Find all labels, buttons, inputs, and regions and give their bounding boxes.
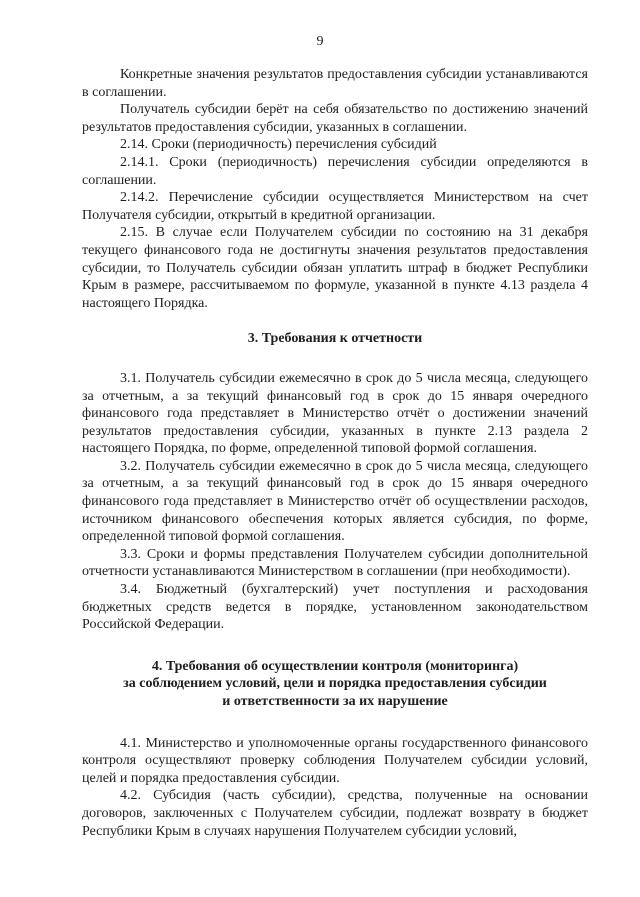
paragraph: Получатель субсидии берёт на себя обязательство по достижению значений результатов предоставления субсидии, указанных в соглашении. — [82, 102, 588, 135]
document-body — [82, 66, 588, 840]
section-3-heading: 3. Требования к отчетности — [247, 331, 423, 347]
paragraph: 3.2. Получатель субсидии ежемесячно в срок до 5 числа месяца, следующего за отчетным, а за текущий финансовый год в срок до 15 января очередного финансового года представляет в Министерство отчёт об осуществлении расходов, источником финансового обеспечения которых является субсидия, по форме, определенной типовой формой соглашения. — [82, 458, 588, 545]
paragraph: 4.2. Субсидия (часть субсидии), средства, полученные на основании договоров, заключенных с Получателем субсидии, подлежат возврату в бюджет Республики Крым в случаях нарушения Получателем субсидии условий, — [82, 788, 588, 839]
section-4-heading-line: и ответственности за их нарушение — [222, 694, 448, 709]
paragraph: 2.14.2. Перечисление субсидии осуществляется Министерством на счет Получателя субсидии, открытый в кредитной организации. — [82, 190, 588, 223]
paragraph: 3.3. Сроки и формы представления Получателем субсидии дополнительной отчетности устанавливаются Министерством в соглашении (при необходимости). — [82, 546, 588, 580]
section-4-heading-line: 4. Требования об осуществлении контроля (мониторинга) — [151, 658, 519, 674]
section-4-heading — [82, 658, 588, 711]
paragraph: 4.1. Министерство и уполномоченные органы государственного финансового контроля осуществляют проверку соблюдения Получателем субсидии условий, целей и порядка предоставления субсидии. — [82, 735, 588, 786]
paragraph: 2.14.1. Сроки (периодичность) перечисления субсидии определяются в соглашении. — [82, 154, 588, 188]
paragraph: Конкретные значения результатов предоставления субсидии устанавливаются в соглашении. — [82, 67, 588, 100]
paragraph: 2.14. Сроки (периодичность) перечисления субсидий — [120, 137, 437, 153]
paragraph: 3.1. Получатель субсидии ежемесячно в срок до 5 числа месяца, следующего за отчетным, а за текущий финансовый год в срок до 15 января очередного финансового года представляет в Министерство отчёт о достижении значений результатов предоставления субсидии, указанных в пункте 2.13 раздела 2 настоящего Порядка, по форме, определенной типовой формой соглашения. — [82, 370, 588, 457]
paragraph: 2.15. В случае если Получателем субсидии по состоянию на 31 декабря текущего финансового года не достигнуты значения результатов предоставления субсидии, то Получатель субсидии обязан уплатить штраф в бюджет Республики Крым в размере, рассчитываемом по формуле, указанной в пункте 4.13 раздела 4 настоящего Порядка. — [82, 225, 588, 311]
section-4-heading-line: за соблюдением условий, цели и порядка предоставления субсидии — [123, 676, 547, 692]
page-number: 9 — [316, 34, 324, 49]
paragraph: 3.4. Бюджетный (бухгалтерский) учет поступления и расходования бюджетных средств ведется в порядке, установленном законодательством Российской Федерации. — [82, 582, 588, 633]
